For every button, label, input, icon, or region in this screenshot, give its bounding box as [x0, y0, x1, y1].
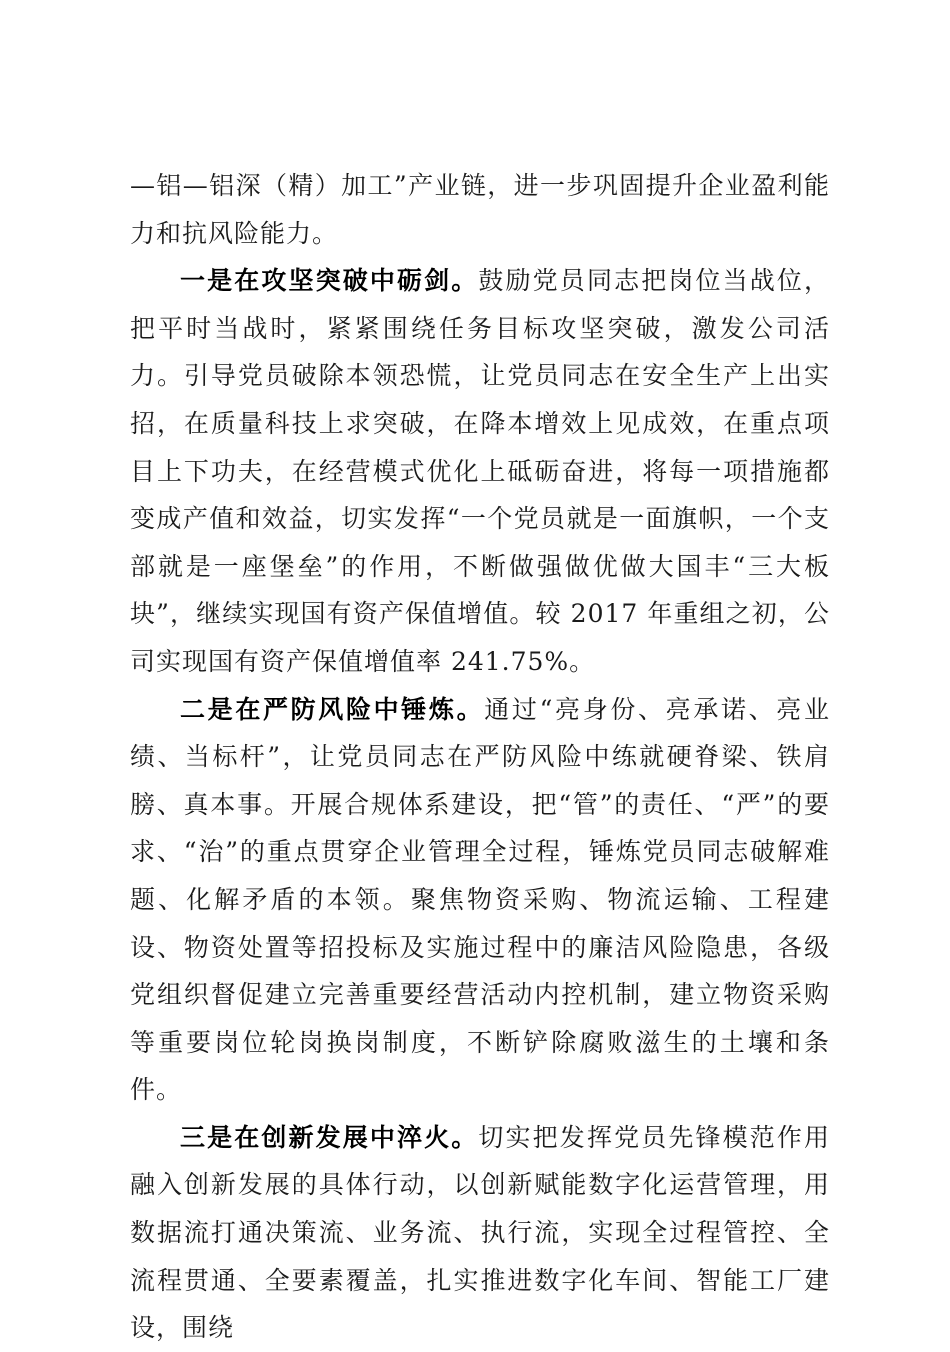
paragraph-section-1: [130, 257, 830, 685]
paragraph-body: —铝—铝深（精）加工”产业链，进一步巩固提升企业盈利能力和抗风险能力。: [130, 171, 830, 248]
paragraph-section-3: [130, 1114, 830, 1352]
paragraph-body: 切实把发挥党员先锋模范作用融入创新发展的具体行动，以创新赋能数字化运营管理，用数据流打通决策流、业务流、执行流，实现全过程管控、全流程贯通、全要素覆盖，扎实推进数字化车间、智能工厂建设，围绕: [130, 1122, 830, 1343]
paragraph-continuation: [130, 162, 830, 257]
paragraph-heading: 二是在严防风险中锤炼。: [180, 694, 485, 724]
paragraph-heading: 一是在攻坚突破中砺剑。: [180, 266, 479, 296]
paragraph-heading: 三是在创新发展中淬火。: [180, 1122, 479, 1152]
paragraph-section-2: [130, 686, 830, 1114]
paragraph-body: 通过“亮身份、亮承诺、亮业绩、当标杆”，让党员同志在严防风险中练就硬脊梁、铁肩膀、真本事。开展合规体系建设，把“管”的责任、“严”的要求、“治”的重点贯穿企业管理全过程，锤炼党员同志破解难题、化解矛盾的本领。聚焦物资采购、物流运输、工程建设、物资处置等招投标及实施过程中的廉洁风险隐患，各级党组织督促建立完善重要经营活动内控机制，建立物资采购等重要岗位轮岗换岗制度，不断铲除腐败滋生的土壤和条件。: [130, 694, 830, 1105]
paragraph-body: 鼓励党员同志把岗位当战位，把平时当战时，紧紧围绕任务目标攻坚突破，激发公司活力。引导党员破除本领恐慌，让党员同志在安全生产上出实招，在质量科技上求突破，在降本增效上见成效，在重点项目上下功夫，在经营模式优化上砥砺奋进，将每一项措施都变成产值和效益，切实发挥“一个党员就是一面旗帜，一个支部就是一座堡垒”的作用，不断做强做优做大国丰“三大板块”，继续实现国有资产保值增值。较 2017 年重组之初，公司实现国有资产保值增值率 241.75%。: [130, 266, 830, 676]
document-body: [130, 162, 830, 1352]
